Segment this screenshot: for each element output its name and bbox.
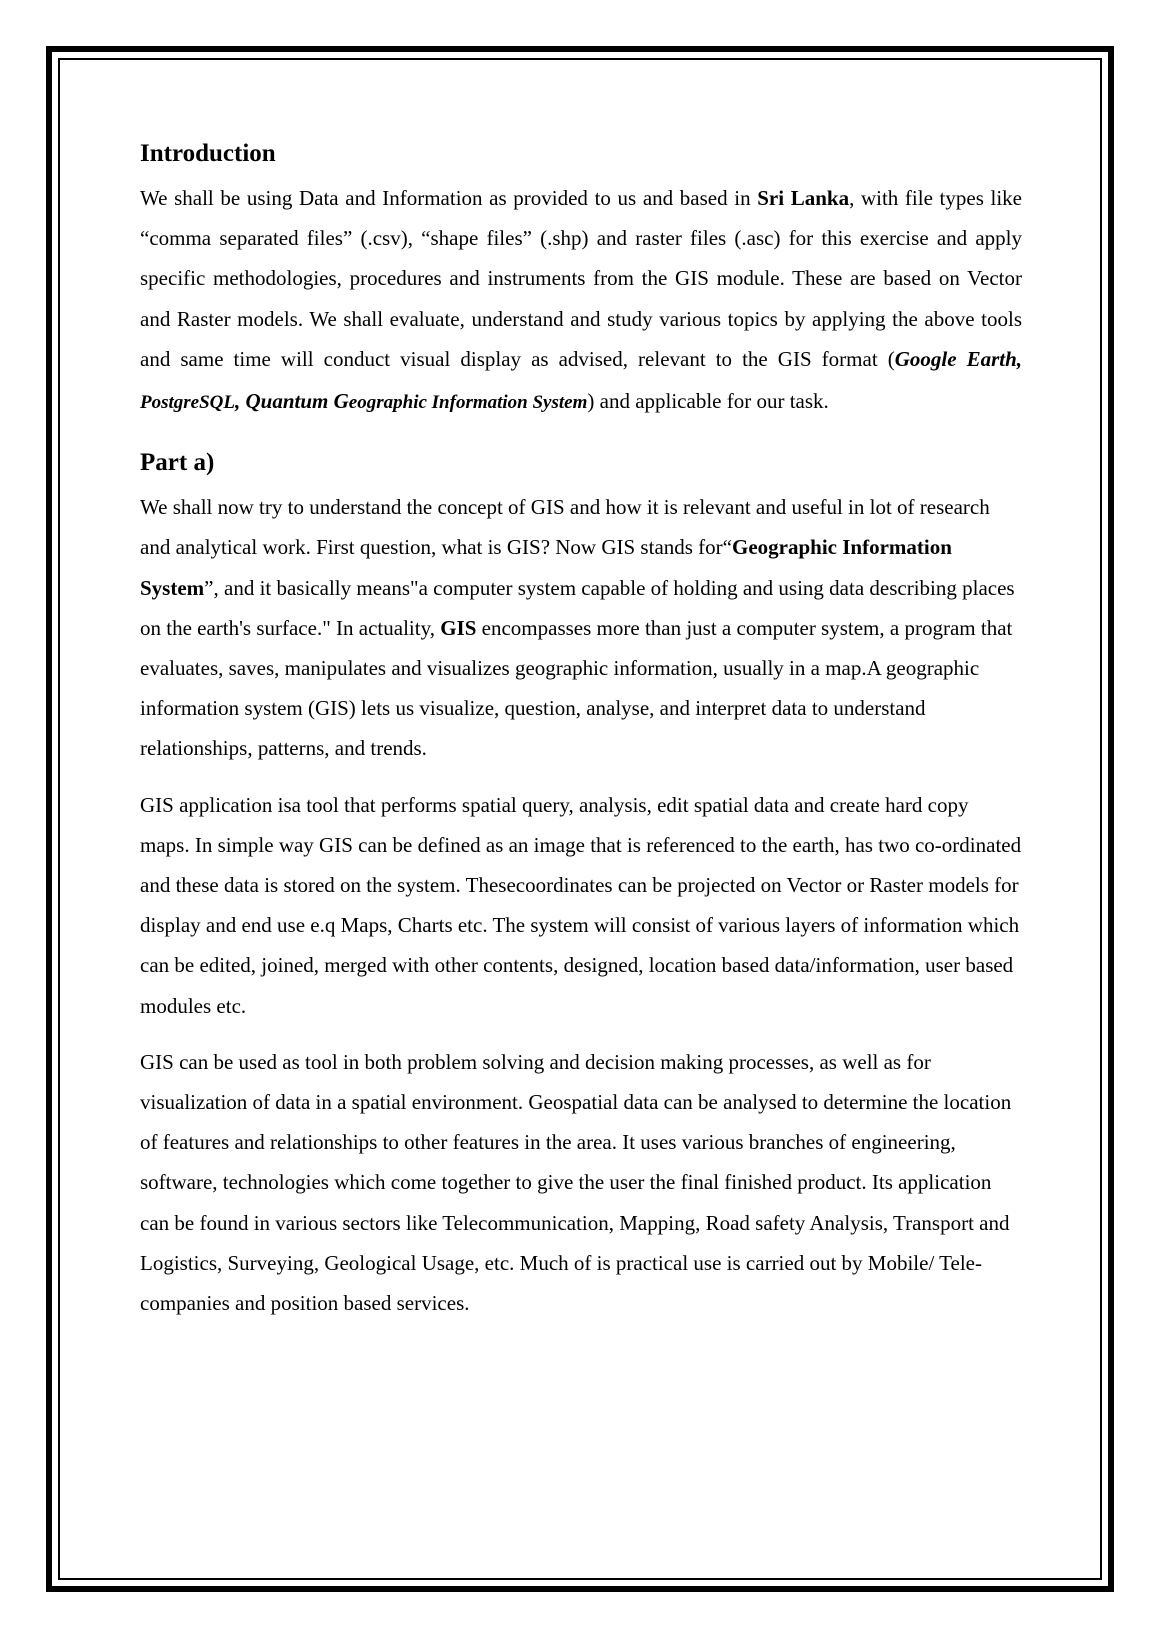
sri-lanka-bold: Sri Lanka bbox=[757, 186, 850, 210]
comma-separator: , bbox=[235, 389, 241, 414]
para1-text-1: We shall now try to understand the concept of GIS and how it is relevant and useful in lot of research and analytical work. First question, what is GIS? Now GIS stands for“ bbox=[140, 495, 990, 560]
google-earth-label: Google Earth, bbox=[894, 346, 1023, 371]
part-a-paragraph-3: GIS can be used as tool in both problem solving and decision making processes, as well as for visualization of data in a spatial environment. Geospatial data can be analysed to determine the location of features and relationships to other features in the area. It uses various branches of engineering, software, technologies which come together to give the user the final finished product. Its application can be found in various sectors like Telecommunication, Mapping, Road safety Analysis, Transport and Logistics, Surveying, Geological Usage, etc. Much of is practical use is carried out by Mobile/ Tele-companies and position based services. bbox=[140, 1049, 1012, 1316]
intro-text-1: We shall be using Data and Information as provided to us and based in bbox=[140, 186, 758, 210]
document-body bbox=[140, 138, 1022, 1323]
para1-text-2: ”, and it basically means"a computer system capable of holding and using data describing places on the earth's surface." In actuality, bbox=[140, 575, 1015, 640]
para1-text-3: encompasses more than just a computer system, a program that evaluates, saves, manipulates and visualizes geographic information, usually in a map.A geographic information system (GIS) lets us visualize, question, analyse, and interpret data to understand relationships, patterns, and trends. bbox=[140, 615, 1013, 761]
quantum-label: Quantum G bbox=[240, 389, 349, 414]
intro-text-2: , with file types like “comma separated files” (.csv), “shape files” (.shp) and raster files (.asc) for this exercise and apply specific methodologies, procedures and instruments from the GIS module. These are based on Vector and Raster models. We shall evaluate, understand and study various topics by applying the above tools and same time will conduct visual display as advised, relevant to the GIS format ( bbox=[140, 186, 1023, 371]
part-a-paragraph-2: GIS application isa tool that performs spatial query, analysis, edit spatial data and create hard copy maps. In simple way GIS can be defined as an image that is referenced to the earth, has two co-ordinated and these data is stored on the system. Thesecoordinates can be projected on Vector or Raster models for display and end use e.q Maps, Charts etc. The system will consist of various layers of information which can be edited, joined, merged with other contents, designed, location based data/information, user based modules etc. bbox=[140, 792, 1022, 1018]
introduction-paragraph bbox=[140, 178, 1022, 423]
part-a-paragraph-1 bbox=[140, 487, 1022, 768]
postgresql-label: PostgreSQL bbox=[140, 392, 235, 414]
introduction-heading: Introduction bbox=[140, 140, 276, 167]
intro-text-3: ) and applicable for our task. bbox=[587, 389, 829, 414]
geographic-information-system-bold: Geographic Information System bbox=[140, 535, 952, 600]
geographic-info-system-label: eographic Information System bbox=[348, 392, 588, 414]
gis-bold: GIS bbox=[440, 615, 477, 640]
part-a-heading: Part a) bbox=[140, 449, 215, 477]
